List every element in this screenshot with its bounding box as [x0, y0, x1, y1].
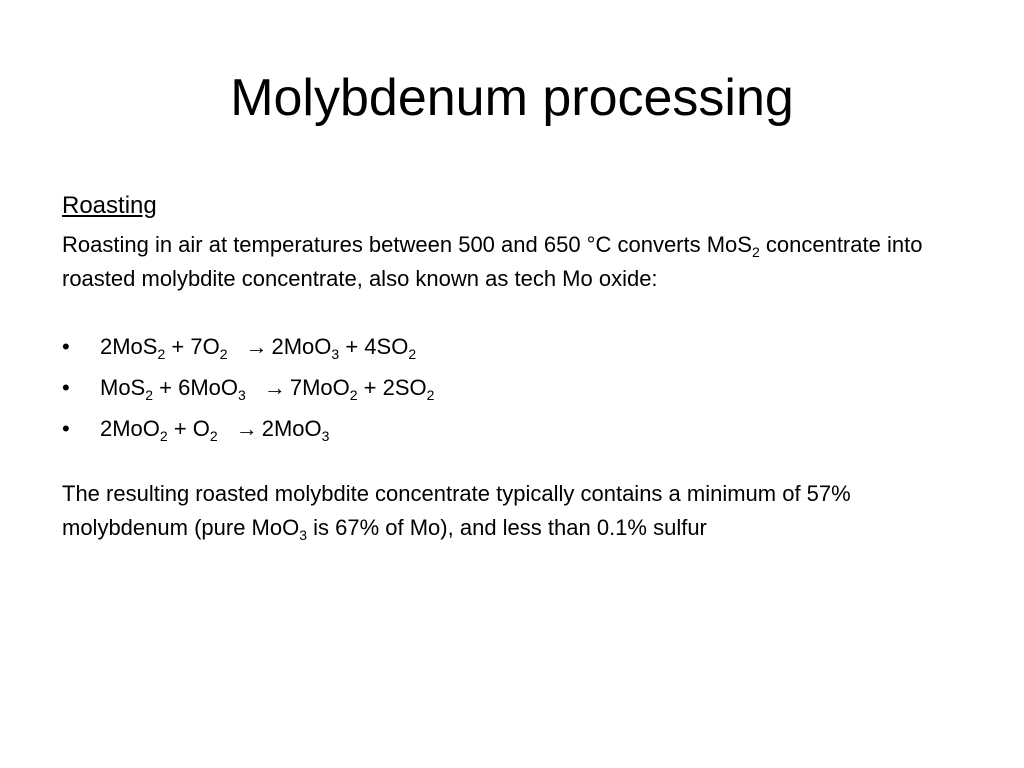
reaction-subscript: 2 — [159, 428, 168, 444]
bullet-marker: • — [62, 334, 70, 359]
bullet-marker: • — [62, 375, 70, 400]
reaction-subscript: 2 — [408, 346, 417, 362]
reaction-subscript: 3 — [331, 346, 340, 362]
reaction-reactant-2: + 6MoO — [153, 375, 239, 400]
reaction-arrow: → — [263, 375, 286, 400]
reaction-subscript: 2 — [349, 387, 358, 403]
reaction-item-1 — [62, 326, 982, 367]
slide-content — [62, 186, 982, 545]
reaction-product-1: 7MoO — [289, 375, 350, 400]
intro-paragraph — [62, 228, 982, 296]
conclusion-text-a: The resulting roasted molybdite concentrate typically contains a minimum of 57% molybdenum (pure MoO — [62, 481, 851, 540]
reaction-product-1: 2MoO — [271, 334, 332, 359]
reaction-arrow: → — [235, 416, 258, 441]
bullet-marker: • — [62, 416, 70, 441]
reaction-subscript: 3 — [238, 387, 246, 403]
intro-subscript: 2 — [751, 244, 760, 260]
slide-title: Molybdenum processing — [230, 69, 794, 127]
conclusion-subscript: 3 — [299, 527, 308, 543]
reaction-product-2: + 4SO — [339, 334, 409, 359]
reaction-reactant-1: 2MoS — [100, 334, 158, 359]
reaction-product-1: 2MoO — [261, 416, 322, 441]
conclusion-text-b: is 67% of Mo), and less than 0.1% sulfur — [307, 515, 707, 540]
reaction-item-3 — [62, 408, 982, 449]
reaction-item-2 — [62, 367, 982, 408]
section-heading: Roasting — [62, 192, 157, 219]
reaction-subscript: 2 — [426, 387, 435, 403]
reaction-reactant-1: 2MoO — [100, 416, 160, 441]
reaction-subscript: 2 — [219, 346, 228, 362]
reaction-reactant-2: + O — [167, 416, 210, 441]
reaction-reactant-2: + 7O — [165, 334, 220, 359]
reaction-subscript: 2 — [145, 387, 154, 403]
conclusion-paragraph — [62, 477, 982, 545]
reaction-product-2: + 2SO — [357, 375, 427, 400]
reaction-reactant-1: MoS — [100, 375, 146, 400]
reaction-subscript: 2 — [157, 346, 166, 362]
reaction-arrow: → — [245, 334, 268, 359]
intro-text-a: Roasting in air at temperatures between 500 and 650 °C converts MoS — [62, 232, 752, 257]
reaction-subscript: 3 — [321, 428, 330, 444]
spacer — [62, 296, 982, 326]
reaction-list — [62, 326, 982, 449]
intro-text-b: concentrate into roasted molybdite concentrate, also known as tech Mo oxide: — [62, 232, 923, 291]
reaction-subscript: 2 — [209, 428, 218, 444]
